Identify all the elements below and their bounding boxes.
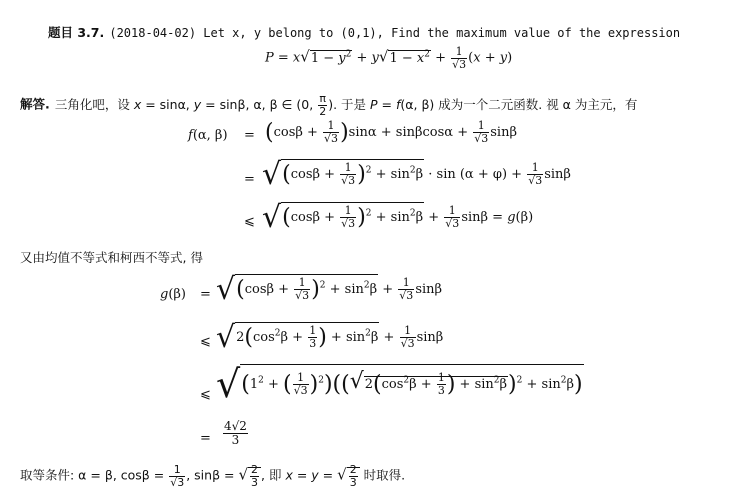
problem-text: (2018-04-02) Let x, y belong to (0,1), Find the maximum value of the expression — [109, 26, 681, 40]
equality-condition: 取等条件: α = β, cosβ = $\frac{1}{√3}$ , sinβ = √ $\frac{2}{3}$ , 即 x = y = √ $\frac{2}{3}$ 时取得. — [20, 463, 406, 489]
result-value: $\frac{4√2}{3}$ — [224, 419, 247, 447]
problem-header — [48, 22, 680, 41]
f-eq3: √(cosβ + $\frac{1}{√3}$ )$^2 + \sin^2\beta$ + $\frac{1}{√3}$ sinβ = g(β) — [262, 200, 534, 235]
g-ineq2: $√2(\cos^2\beta$ + $\frac{1}{3}$ ) + $\sin^2\beta$ + $\frac{1}{√3}$ sinβ — [216, 320, 444, 355]
solution-label: 解答. — [20, 96, 50, 112]
g-ineq1: √(cosβ + $\frac{1}{√3}$ )$^2 + \sin^2\beta$ + $\frac{1}{√3}$ sinβ — [216, 272, 443, 307]
f-lhs: f(α, β) — [188, 128, 228, 143]
transition-text: 又由均值不等式和柯西不等式, 得 — [20, 250, 203, 265]
solution-intro — [20, 93, 637, 117]
problem-label: 题目 3.7. — [48, 25, 105, 40]
solution-intro-text: 三角化吧，设 x = sinα, y = sinβ, α, β ∈ (0, $\frac{\pi}{2}$ ). 于是 P = f(α, β) 成为一个二元函数. 视 α 为主元，有 — [54, 92, 638, 118]
f-eq1: (cosβ + $\frac{1}{√3}$ )sinα + sinβcosα + $\frac{1}{√3}$ sinβ — [265, 119, 517, 145]
g-ineq3: $√(1^2$ + ( $\frac{1}{√3}$ )$^2)((√2(\cos^2\beta$ + $\frac{1}{3}$ ) + $\sin^2\beta)^2 + \sin^2\beta$) — [216, 362, 583, 406]
g-lhs: g(β) — [160, 287, 186, 302]
f-eq2: √(cosβ + $\frac{1}{√3}$ )$^2 + \sin^2\beta \cdot \sin (\alpha + \varphi)$ + $\frac{1}{√3}$ sinβ — [262, 157, 571, 192]
problem-expression: $P = x√1 - y^2 + y√1 - x^2$ + $\frac{1}{√3}$ (x + y) — [265, 45, 513, 71]
